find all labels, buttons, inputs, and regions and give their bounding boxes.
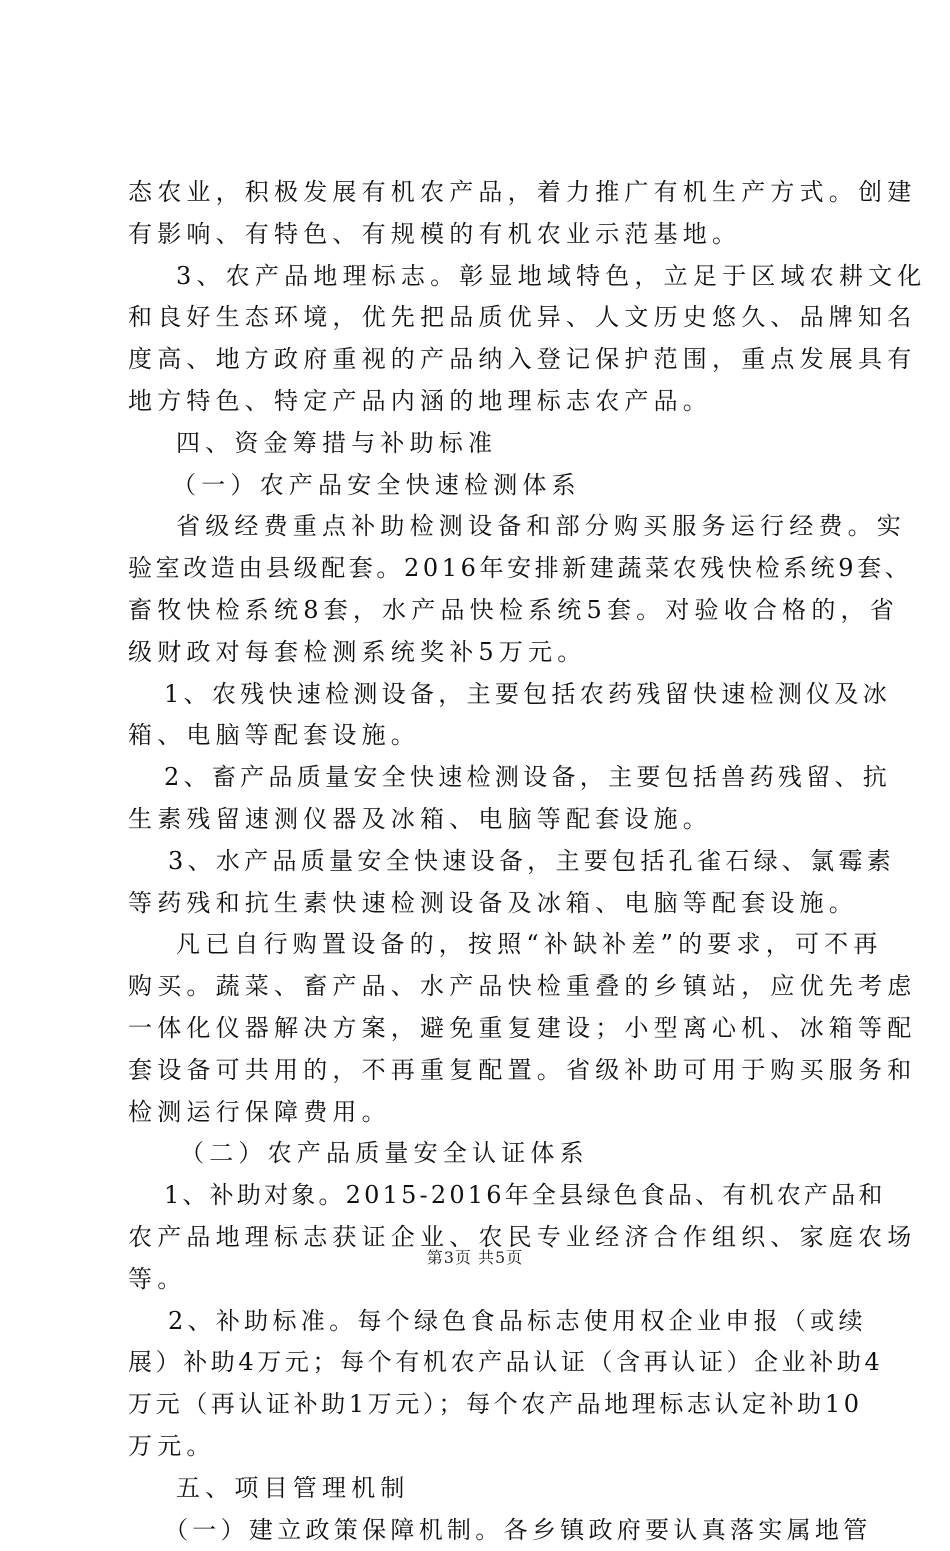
text-line: 1、农残快速检测设备，主要包括农药残留快速检测仪及冰 [128,674,828,716]
text-line: 1、补助对象。2015-2016年全县绿色食品、有机农产品和 [128,1175,828,1217]
text-line: 等。 [128,1259,828,1301]
text-line: 万元。 [128,1426,828,1468]
page-number: 第3页 共5页 [0,1248,950,1268]
text-line: 箱、电脑等配套设施。 [128,715,828,757]
text-line: 省级经费重点补助检测设备和部分购买服务运行经费。实 [128,506,828,548]
text-line: 态农业，积极发展有机农产品，着力推广有机生产方式。创建 [128,172,828,214]
text-line: 生素残留速测仪器及冰箱、电脑等配套设施。 [128,799,828,841]
text-line: 级财政对每套检测系统奖补5万元。 [128,632,828,674]
text-line: 农产品地理标志获证企业、农民专业经济合作组织、家庭农场 [128,1217,828,1259]
text-line: 购买。蔬菜、畜产品、水产品快检重叠的乡镇站，应优先考虑 [128,966,828,1008]
text-line: 3、农产品地理标志。彰显地域特色，立足于区域农耕文化 [128,256,828,298]
section-heading: 五、项目管理机制 [128,1468,828,1510]
text-line: 和良好生态环境，优先把品质优异、人文历史悠久、品牌知名 [128,297,828,339]
text-line: 畜牧快检系统8套，水产品快检系统5套。对验收合格的，省 [128,590,828,632]
text-line: 万元（再认证补助1万元）；每个农产品地理标志认定补助10 [128,1384,828,1426]
subsection-heading: （二）农产品质量安全认证体系 [128,1133,828,1175]
text-line: 凡已自行购置设备的，按照“补缺补差”的要求，可不再 [128,924,828,966]
text-line: 验室改造由县级配套。2016年安排新建蔬菜农残快检系统9套、 [128,548,828,590]
text-line: （一）建立政策保障机制。各乡镇政府要认真落实属地管 [128,1510,828,1551]
text-line: 等药残和抗生素快速检测设备及冰箱、电脑等配套设施。 [128,883,828,925]
subsection-heading: （一）农产品安全快速检测体系 [128,465,828,507]
text-line: 3、水产品质量安全快速设备，主要包括孔雀石绿、氯霉素 [128,841,828,883]
text-line: 地方特色、特定产品内涵的地理标志农产品。 [128,381,828,423]
text-line: 展）补助4万元；每个有机农产品认证（含再认证）企业补助4 [128,1342,828,1384]
text-line: 检测运行保障费用。 [128,1092,828,1134]
text-line: 套设备可共用的，不再重复配置。省级补助可用于购买服务和 [128,1050,828,1092]
text-line: 2、补助标准。每个绿色食品标志使用权企业申报（或续 [128,1301,828,1343]
section-heading: 四、资金筹措与补助标准 [128,423,828,465]
text-line: 有影响、有特色、有规模的有机农业示范基地。 [128,214,828,256]
document-body [128,172,828,1551]
text-line: 一体化仪器解决方案，避免重复建设；小型离心机、冰箱等配 [128,1008,828,1050]
text-line: 2、畜产品质量安全快速检测设备，主要包括兽药残留、抗 [128,757,828,799]
text-line: 度高、地方政府重视的产品纳入登记保护范围，重点发展具有 [128,339,828,381]
